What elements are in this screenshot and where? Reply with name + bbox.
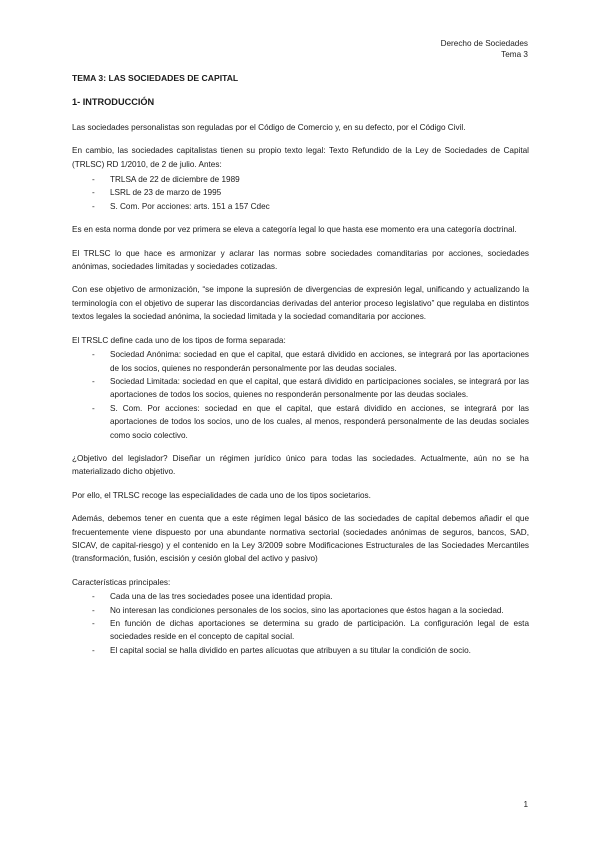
paragraph: El TRSLC define cada uno de los tipos de forma separada: — [72, 335, 286, 345]
document-body — [72, 72, 529, 667]
paragraph: Características principales: — [72, 577, 171, 587]
paragraph: Con ese objetivo de armonización, “se impone la supresión de divergencias de expresión legal, unificando y actualizando la terminología con el objetivo de superar las discordancias derivadas del anterior proceso legislativo” que regulaba en distintos textos legales la sociedad anónima, la sociedad limitada y la sociedad comanditaria por acciones. — [72, 285, 529, 322]
paragraph: Es en esta norma donde por vez primera se eleva a categoría legal lo que hasta ese momento era una categoría doctrinal. — [72, 225, 517, 235]
paragraph: Las sociedades personalistas son reguladas por el Código de Comercio y, en su defecto, por el Código Civil. — [72, 122, 466, 132]
paragraph: Además, debemos tener en cuenta que a este régimen legal básico de las sociedades de capital debemos añadir el que frecuentemente viene dispuesto por una abundante normativa sectorial (sociedades anónimas de seguros, bancos, SAD, SICAV, de capital-riesgo) y el contenido en la Ley 3/2009 sobre Modificaciones Estructurales de las Sociedades Mercantiles (transformación, fusión, escisión y cesión global del activo y pasivo) — [72, 514, 529, 564]
list-item: - Cada una de las tres sociedades posee una identidad propia. — [92, 590, 529, 603]
list-item: - Sociedad Limitada: sociedad en que el capital, que estará dividido en participaciones sociales, se integrará por las aportaciones de todos los socios, quienes no responderán personalmente por las deudas sociales. — [92, 375, 529, 402]
paragraph: El TRLSC lo que hace es armonizar y aclarar las normas sobre sociedades comanditarias por acciones, sociedades anónimas, sociedades limitadas y sociedades cotizadas. — [72, 248, 529, 272]
section-title-introduccion: 1- INTRODUCCIÓN — [72, 97, 155, 108]
main-features-list — [72, 590, 529, 657]
list-item: - TRLSA de 22 de diciembre de 1989 — [92, 173, 529, 186]
company-types-list — [72, 348, 529, 442]
paragraph: Por ello, el TRLSC recoge las especialidades de cada uno de los tipos societarios. — [72, 490, 371, 500]
list-item: - En función de dichas aportaciones se determina su grado de participación. La configuración legal de esta sociedades reside en el concepto de capital social. — [92, 617, 529, 644]
list-item: - LSRL de 23 de marzo de 1995 — [92, 186, 529, 199]
list-item: - Sociedad Anónima: sociedad en que el capital, que estará dividido en acciones, se integrará por las aportaciones de los socios, quienes no responderán personalmente por las deudas sociales. — [92, 348, 529, 375]
list-item: - El capital social se halla dividido en partes alícuotas que atribuyen a su titular la condición de socio. — [92, 644, 529, 657]
document-title: TEMA 3: LAS SOCIEDADES DE CAPITAL — [72, 73, 239, 83]
page-header — [441, 38, 528, 60]
paragraph: ¿Objetivo del legislador? Diseñar un régimen jurídico único para todas las sociedades. Actualmente, aún no se ha materializado dicho objetivo. — [72, 453, 529, 477]
list-item: - No interesan las condiciones personales de los socios, sino las aportaciones que éstos hagan a la sociedad. — [92, 604, 529, 617]
list-item: - S. Com. Por acciones: arts. 151 a 157 Cdec — [92, 200, 529, 213]
header-course-name: Derecho de Sociedades — [440, 39, 528, 48]
list-item: - S. Com. Por acciones: sociedad en que el capital, que estará dividido en acciones, se integrará por las aportaciones de todos los socios, uno de los cuales, al menos, responderá personalmente de las deudas sociales como socio colectivo. — [92, 402, 529, 442]
page-number: 1 — [523, 800, 528, 809]
paragraph: En cambio, las sociedades capitalistas tienen su propio texto legal: Texto Refundido de la Ley de Sociedades de Capital (TRLSC) RD 1/2010, de 2 de julio. Antes: — [72, 146, 529, 169]
previous-laws-list — [72, 173, 529, 213]
header-topic: Tema 3 — [501, 50, 528, 59]
